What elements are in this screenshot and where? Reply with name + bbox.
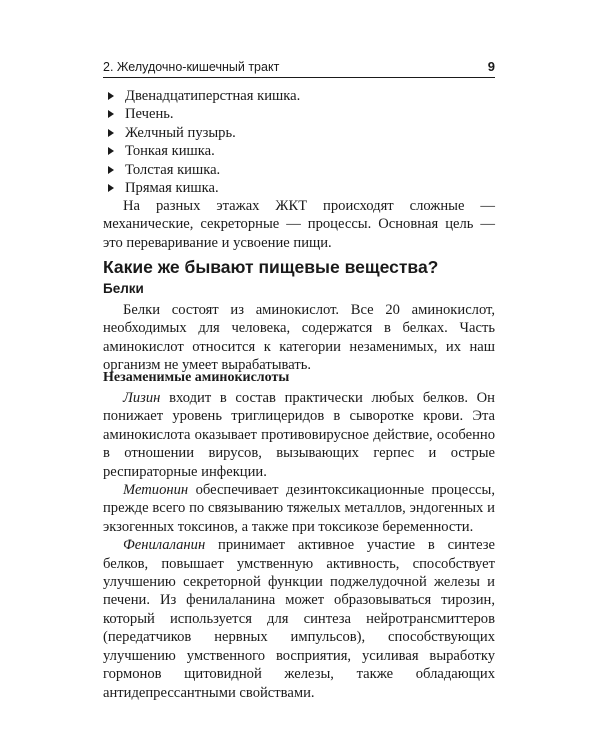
lysine-term: Лизин [123,390,161,406]
book-page [103,0,495,750]
list-item-text: Печень. [125,106,174,123]
triangle-bullet-icon [108,110,114,118]
list-item [103,161,495,179]
triangle-bullet-icon [108,92,114,100]
list-item [103,105,495,123]
list-item-text: Желчный пузырь. [125,124,236,141]
intro-paragraph: На разных этажах ЖКТ происходят сложные — механические, секреторные — процессы. Основная цель — это переваривание и усвоение пищи. [103,198,495,251]
header-rule [103,77,495,78]
section-heading: Какие же бывают пищевые вещества? [103,257,439,277]
proteins-heading: Белки [103,281,144,296]
list-item [103,124,495,142]
phenylalanine-term: Фенилаланин [123,537,206,554]
proteins-block [103,301,495,375]
page-number: 9 [487,59,495,74]
phenylalanine-text: принимает активное участие в синтезе белков, повышает умственную активность, способствует улучшению секреторной функции поджелудочной железы и печени. Из фенилаланина может образовываться тирозин, который используется для синтеза нейротрансмиттеров (передатчиков нервных импульсов), способствующих улучшению умственного восприятия, усиливая выработку гормонов щитовидной железы, также обладающих антидепрессантными свойствами. [103,537,495,701]
list-item [103,179,495,197]
phenylalanine-paragraph [103,536,495,702]
intro-block [103,197,495,252]
organ-list [103,87,495,197]
list-item-text: Двенадцатиперстная кишка. [125,88,301,104]
amino-acids-block [103,389,495,702]
proteins-paragraph: Белки состоят из аминокислот. Все 20 аминокислот, необходимых для человека, содержатся в белках. Часть аминокислот относится к категории незаменимых, их наш организм не умеет вырабатывать. [103,302,495,374]
running-header [103,58,495,76]
methionine-text: обеспечивает дезинтоксикационные процессы, прежде всего по связыванию тяжелых металлов, эндогенных и экзогенных токсинов, а также при токсикозе беременности. [103,482,495,535]
triangle-bullet-icon [108,129,114,137]
triangle-bullet-icon [108,166,114,174]
lysine-text: входит в состав практически любых белков. Он понижает уровень триглицеридов в сыворотке крови. Эта аминокислота оказывает противовирусное действие, особенно в отношении вирусов, вызывающих герпес и острые респираторные инфекции. [103,390,495,480]
methionine-term: Метионин [123,482,189,499]
list-item [103,87,495,105]
lysine-paragraph [103,389,495,481]
methionine-paragraph [103,481,495,536]
list-item-text: Тонкая кишка. [125,143,215,160]
triangle-bullet-icon [108,147,114,155]
triangle-bullet-icon [108,184,114,192]
chapter-title: 2. Желудочно-кишечный тракт [103,60,280,74]
list-item-text: Прямая кишка. [125,179,219,196]
list-item-text: Толстая кишка. [125,161,221,178]
essential-amino-acids-heading: Незаменимые аминокислоты [103,370,290,385]
list-item [103,142,495,160]
